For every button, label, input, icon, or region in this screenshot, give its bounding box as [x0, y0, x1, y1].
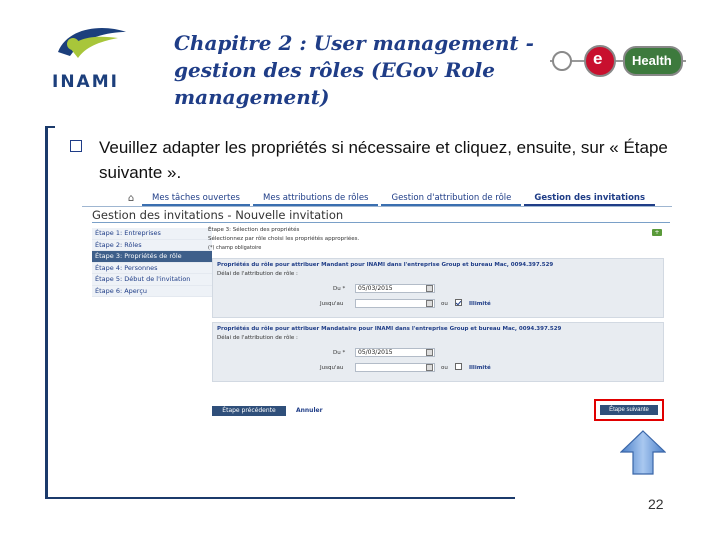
inami-logo-text: INAMI [52, 72, 119, 92]
step-invitation-start[interactable]: Étape 5: Début de l'invitation [92, 274, 212, 286]
step-roles[interactable]: Étape 2: Rôles [92, 240, 212, 252]
next-step-button[interactable]: Étape suivante [600, 405, 658, 415]
tab-role-assignment-management[interactable]: Gestion d'attribution de rôle [381, 192, 521, 206]
calendar-icon[interactable] [426, 285, 433, 292]
unlimited-checkbox[interactable] [455, 363, 462, 370]
from-label: Du * [333, 350, 346, 356]
unlimited-label: Illimité [469, 365, 491, 371]
until-label: Jusqu'au [320, 301, 344, 307]
bullet-box-icon [70, 140, 82, 152]
slide-title: Chapitre 2 : User management - gestion des rôles (EGov Role management) [174, 31, 534, 109]
frame-left-rule [45, 126, 48, 498]
instruction-bullet [70, 135, 690, 185]
step-content [208, 224, 666, 424]
panel-heading: Propriétés du rôle pour attribuer Mandataire pour INAMI dans l'entreprise Group et bureau Mac, 0094.397.529 [217, 326, 562, 332]
tab-my-open-tasks[interactable]: Mes tâches ouvertes [142, 192, 250, 206]
required-note: (*) champ obligatoire [208, 245, 262, 251]
app-screenshot [82, 188, 672, 430]
step-companies[interactable]: Étape 1: Entreprises [92, 228, 212, 240]
until-date-input[interactable] [355, 363, 435, 372]
panel-subheading: Délai de l'attribution de rôle : [217, 271, 298, 277]
step-role-properties[interactable]: Étape 3: Propriétés de rôle [92, 251, 212, 263]
instruction-text: Veuillez adapter les propriétés si nécessaire et cliquez, ensuite, sur « Étape suivante ». [99, 138, 668, 182]
step-instruction: Sélectionnez par rôle choisi les propriétés appropriées. [208, 236, 360, 242]
inami-logo-icon [48, 22, 138, 72]
panel-subheading: Délai de l'attribution de rôle : [217, 335, 298, 341]
ehealth-logo-word: Health [632, 53, 672, 68]
from-date-input[interactable]: 05/03/2015 [355, 348, 435, 357]
role-properties-panel-mandant [212, 258, 664, 318]
tab-invitation-management[interactable]: Gestion des invitations [524, 192, 655, 206]
calendar-icon[interactable] [426, 349, 433, 356]
nav-divider [82, 206, 672, 207]
unlimited-checkbox[interactable] [455, 299, 462, 306]
from-label: Du * [333, 286, 346, 292]
page-title: Gestion des invitations - Nouvelle invitation [92, 208, 344, 222]
wizard-steps [92, 228, 212, 297]
cancel-link[interactable]: Annuler [296, 407, 323, 414]
panel-heading: Propriétés du rôle pour attribuer Mandant pour INAMI dans l'entreprise Group et bureau Mac, 0094.397.529 [217, 262, 554, 268]
step-overview[interactable]: Étape 6: Aperçu [92, 286, 212, 298]
title-divider [92, 222, 670, 223]
or-label: ou [441, 365, 448, 371]
step-heading: Étape 3: Sélection des propriétés [208, 227, 300, 233]
ehealth-logo [548, 42, 688, 80]
step-persons[interactable]: Étape 4: Personnes [92, 263, 212, 275]
next-step-highlight [594, 399, 664, 421]
calendar-icon[interactable] [426, 300, 433, 307]
from-date-input[interactable]: 05/03/2015 [355, 284, 435, 293]
up-arrow-icon [620, 430, 666, 475]
ehealth-logo-e: e [593, 49, 603, 68]
or-label: ou [441, 301, 448, 307]
frame-bottom-rule [45, 497, 515, 499]
tab-my-role-assignments[interactable]: Mes attributions de rôles [253, 192, 378, 206]
until-date-input[interactable] [355, 299, 435, 308]
add-icon[interactable]: + [652, 229, 662, 236]
previous-step-button[interactable]: Étape précédente [212, 406, 286, 416]
until-label: Jusqu'au [320, 365, 344, 371]
role-properties-panel-mandataire [212, 322, 664, 382]
unlimited-label: Illimité [469, 301, 491, 307]
home-icon[interactable]: ⌂ [127, 192, 135, 204]
inami-logo [48, 22, 138, 92]
slide-number: 22 [648, 496, 664, 512]
top-nav [120, 188, 672, 206]
calendar-icon[interactable] [426, 364, 433, 371]
